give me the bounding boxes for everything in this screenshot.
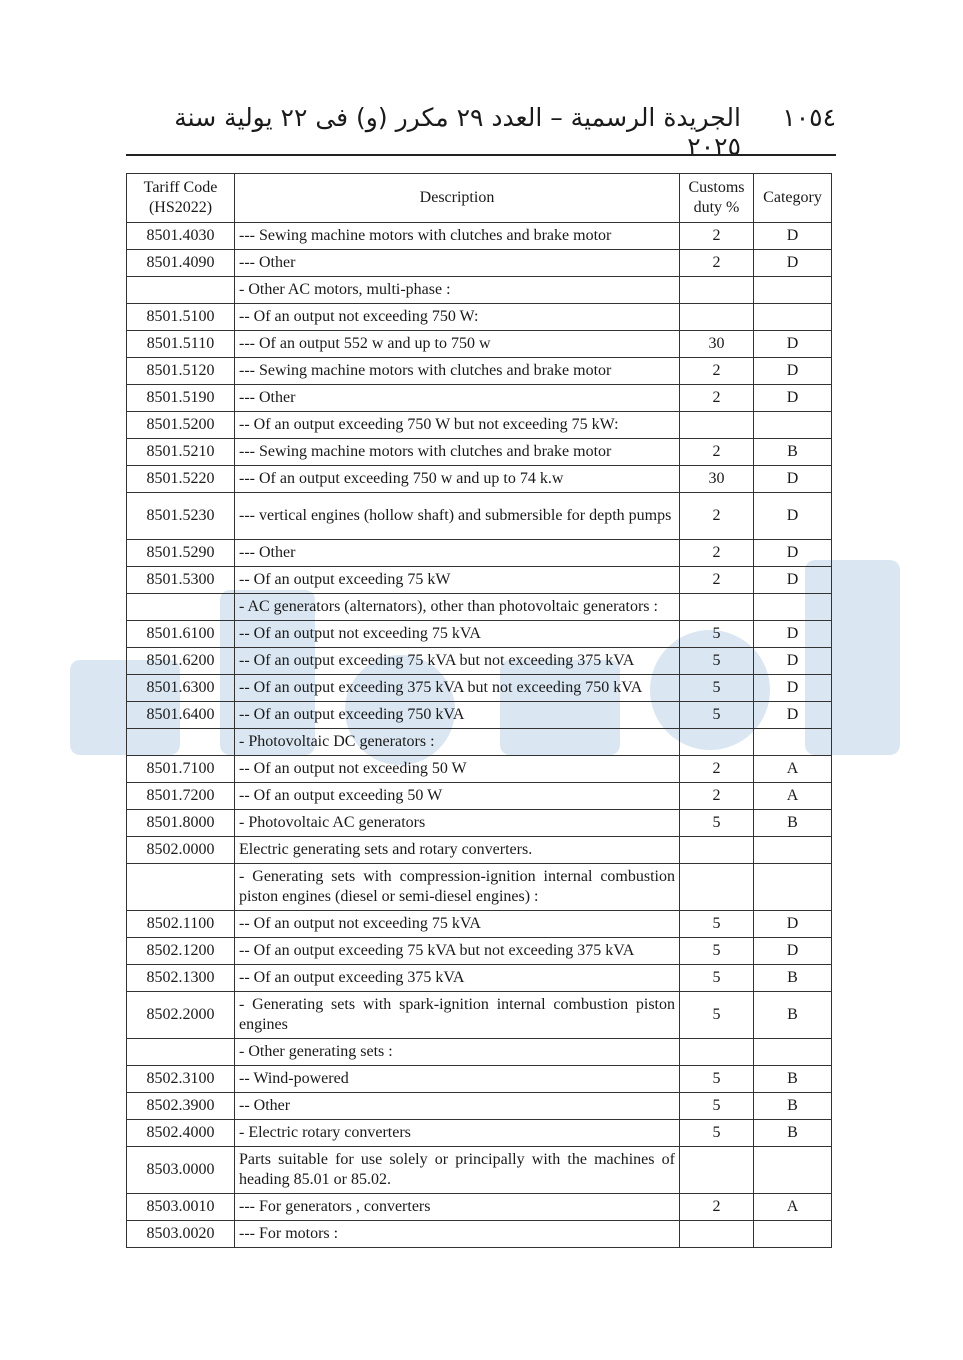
description-cell: -- Of an output exceeding 75 kW (235, 567, 680, 594)
description-cell: -- Of an output exceeding 75 kVA but not exceeding 375 kVA (235, 938, 680, 965)
description-cell: - Other AC motors, multi-phase : (235, 277, 680, 304)
customs-duty-cell: 5 (680, 938, 754, 965)
customs-duty-cell: 2 (680, 540, 754, 567)
description-cell: - Other generating sets : (235, 1039, 680, 1066)
category-cell (754, 277, 832, 304)
table-row (127, 965, 832, 992)
table-row (127, 466, 832, 493)
tariff-code-cell: 8501.5220 (127, 466, 235, 493)
page-number: ١٠٥٤ (782, 103, 836, 132)
description-cell: --- For generators , converters (235, 1194, 680, 1221)
table-row (127, 594, 832, 621)
table-row (127, 783, 832, 810)
table-row (127, 331, 832, 358)
tariff-code-cell: 8502.4000 (127, 1120, 235, 1147)
table-row (127, 250, 832, 277)
tariff-code-cell: 8502.1100 (127, 911, 235, 938)
description-cell: - AC generators (alternators), other than photovoltaic generators : (235, 594, 680, 621)
category-cell: B (754, 810, 832, 837)
description-cell: -- Of an output exceeding 750 W but not exceeding 75 kW: (235, 412, 680, 439)
description-cell: -- Wind-powered (235, 1066, 680, 1093)
tariff-code-cell: 8502.3900 (127, 1093, 235, 1120)
category-cell (754, 1039, 832, 1066)
customs-duty-cell: 5 (680, 810, 754, 837)
description-cell: -- Of an output exceeding 375 kVA but not exceeding 750 kVA (235, 675, 680, 702)
customs-duty-cell: 2 (680, 385, 754, 412)
tariff-code-cell: 8501.5190 (127, 385, 235, 412)
table-row (127, 277, 832, 304)
tariff-table (126, 173, 832, 1248)
description-cell: --- Other (235, 250, 680, 277)
tariff-code-cell: 8501.6200 (127, 648, 235, 675)
description-cell: - Generating sets with spark-ignition internal combustion piston engines (235, 992, 680, 1039)
customs-duty-cell (680, 729, 754, 756)
tariff-code-cell (127, 594, 235, 621)
table-row (127, 358, 832, 385)
tariff-code-cell: 8501.5230 (127, 493, 235, 540)
description-cell: -- Of an output exceeding 50 W (235, 783, 680, 810)
category-cell: D (754, 331, 832, 358)
tariff-code-cell: 8502.3100 (127, 1066, 235, 1093)
description-cell: -- Other (235, 1093, 680, 1120)
table-row (127, 729, 832, 756)
tariff-code-cell: 8501.4090 (127, 250, 235, 277)
table-row (127, 837, 832, 864)
description-cell: - Photovoltaic AC generators (235, 810, 680, 837)
description-cell: - Photovoltaic DC generators : (235, 729, 680, 756)
description-cell: -- Of an output exceeding 750 kVA (235, 702, 680, 729)
customs-duty-cell: 2 (680, 783, 754, 810)
category-cell (754, 412, 832, 439)
table-row (127, 1039, 832, 1066)
table-row (127, 864, 832, 911)
table-row (127, 911, 832, 938)
customs-duty-cell (680, 304, 754, 331)
description-cell: --- Sewing machine motors with clutches and brake motor (235, 223, 680, 250)
tariff-code-cell: 8501.7100 (127, 756, 235, 783)
description-cell: -- Of an output not exceeding 750 W: (235, 304, 680, 331)
category-cell: A (754, 1194, 832, 1221)
description-cell: -- Of an output exceeding 75 kVA but not exceeding 375 kVA (235, 648, 680, 675)
tariff-code-cell: 8501.5200 (127, 412, 235, 439)
page-header (126, 103, 836, 161)
category-cell: D (754, 250, 832, 277)
table-row (127, 493, 832, 540)
table-row (127, 412, 832, 439)
table-row (127, 648, 832, 675)
tariff-code-cell (127, 864, 235, 911)
customs-duty-cell (680, 1039, 754, 1066)
customs-duty-cell (680, 1221, 754, 1248)
customs-duty-cell: 5 (680, 675, 754, 702)
customs-duty-cell: 2 (680, 1194, 754, 1221)
customs-duty-cell: 5 (680, 1066, 754, 1093)
description-cell: -- Of an output not exceeding 75 kVA (235, 911, 680, 938)
tariff-table-body (127, 223, 832, 1248)
tariff-code-cell: 8501.7200 (127, 783, 235, 810)
customs-duty-cell: 5 (680, 992, 754, 1039)
category-cell: B (754, 1093, 832, 1120)
description-cell: --- Sewing machine motors with clutches and brake motor (235, 439, 680, 466)
tariff-code-cell: 8503.0020 (127, 1221, 235, 1248)
table-row (127, 621, 832, 648)
tariff-code-cell (127, 1039, 235, 1066)
table-row (127, 1147, 832, 1194)
category-cell: A (754, 756, 832, 783)
tariff-code-cell: 8501.5100 (127, 304, 235, 331)
tariff-code-cell: 8501.5300 (127, 567, 235, 594)
category-cell: D (754, 648, 832, 675)
tariff-code-cell: 8501.5110 (127, 331, 235, 358)
category-cell: A (754, 783, 832, 810)
tariff-code-cell: 8502.0000 (127, 837, 235, 864)
table-row (127, 223, 832, 250)
customs-duty-cell: 5 (680, 1120, 754, 1147)
tariff-code-cell (127, 729, 235, 756)
category-cell: D (754, 675, 832, 702)
tariff-code-cell: 8503.0010 (127, 1194, 235, 1221)
customs-duty-cell (680, 837, 754, 864)
header-divider (126, 154, 836, 156)
category-cell: D (754, 358, 832, 385)
table-row (127, 1120, 832, 1147)
description-cell: -- Of an output not exceeding 50 W (235, 756, 680, 783)
category-cell: B (754, 992, 832, 1039)
tariff-code-cell: 8501.5120 (127, 358, 235, 385)
customs-duty-cell (680, 594, 754, 621)
table-row (127, 1066, 832, 1093)
category-cell (754, 864, 832, 911)
category-cell (754, 594, 832, 621)
column-header-customs-duty: Customs duty % (680, 174, 754, 223)
category-cell (754, 837, 832, 864)
table-header-row (127, 174, 832, 223)
tariff-code-cell: 8501.5210 (127, 439, 235, 466)
tariff-code-cell (127, 277, 235, 304)
column-header-description: Description (235, 174, 680, 223)
tariff-code-cell: 8501.8000 (127, 810, 235, 837)
customs-duty-cell: 2 (680, 756, 754, 783)
category-cell (754, 1147, 832, 1194)
description-cell: -- Of an output not exceeding 75 kVA (235, 621, 680, 648)
customs-duty-cell: 30 (680, 331, 754, 358)
description-cell: --- For motors : (235, 1221, 680, 1248)
customs-duty-cell: 2 (680, 439, 754, 466)
table-row (127, 1093, 832, 1120)
gazette-title: الجريدة الرسمية – العدد ٢٩ مكرر (و) فى ٢٢ يولية سنة ٢٠٢٥ (174, 103, 741, 161)
description-cell: --- Other (235, 540, 680, 567)
category-cell: D (754, 540, 832, 567)
table-row (127, 810, 832, 837)
category-cell: D (754, 567, 832, 594)
description-cell: -- Of an output exceeding 375 kVA (235, 965, 680, 992)
column-header-category: Category (754, 174, 832, 223)
description-cell: --- vertical engines (hollow shaft) and submersible for depth pumps (235, 493, 680, 540)
description-cell: - Electric rotary converters (235, 1120, 680, 1147)
table-row (127, 1221, 832, 1248)
customs-duty-cell (680, 277, 754, 304)
table-row (127, 756, 832, 783)
category-cell: B (754, 1066, 832, 1093)
customs-duty-cell: 5 (680, 1093, 754, 1120)
category-cell: B (754, 965, 832, 992)
description-cell: --- Other (235, 385, 680, 412)
table-row (127, 938, 832, 965)
category-cell: B (754, 439, 832, 466)
tariff-code-cell: 8501.6300 (127, 675, 235, 702)
tariff-code-cell: 8503.0000 (127, 1147, 235, 1194)
customs-duty-cell: 5 (680, 621, 754, 648)
description-cell: --- Of an output 552 w and up to 750 w (235, 331, 680, 358)
customs-duty-cell (680, 412, 754, 439)
table-row (127, 439, 832, 466)
category-cell: B (754, 1120, 832, 1147)
tariff-code-cell: 8502.1200 (127, 938, 235, 965)
tariff-code-cell: 8501.5290 (127, 540, 235, 567)
customs-duty-cell: 2 (680, 223, 754, 250)
category-cell: D (754, 911, 832, 938)
tariff-code-cell: 8501.6400 (127, 702, 235, 729)
table-row (127, 992, 832, 1039)
tariff-code-cell: 8501.6100 (127, 621, 235, 648)
category-cell: D (754, 223, 832, 250)
customs-duty-cell: 2 (680, 493, 754, 540)
customs-duty-cell (680, 864, 754, 911)
tariff-code-cell: 8501.4030 (127, 223, 235, 250)
column-header-tariff-code: Tariff Code (HS2022) (127, 174, 235, 223)
category-cell: D (754, 621, 832, 648)
description-cell: - Generating sets with compression-ignition internal combustion piston engines (diesel or semi-diesel engines) : (235, 864, 680, 911)
table-row (127, 385, 832, 412)
description-cell: --- Sewing machine motors with clutches and brake motor (235, 358, 680, 385)
table-row (127, 675, 832, 702)
category-cell: D (754, 702, 832, 729)
category-cell (754, 729, 832, 756)
customs-duty-cell: 2 (680, 250, 754, 277)
customs-duty-cell: 5 (680, 648, 754, 675)
table-row (127, 567, 832, 594)
customs-duty-cell: 2 (680, 358, 754, 385)
table-row (127, 304, 832, 331)
customs-duty-cell: 5 (680, 911, 754, 938)
description-cell: Parts suitable for use solely or principally with the machines of heading 85.01 or 85.02. (235, 1147, 680, 1194)
table-row (127, 702, 832, 729)
category-cell: D (754, 385, 832, 412)
table-row (127, 1194, 832, 1221)
customs-duty-cell: 5 (680, 702, 754, 729)
category-cell (754, 1221, 832, 1248)
category-cell: D (754, 466, 832, 493)
tariff-code-cell: 8502.2000 (127, 992, 235, 1039)
description-cell: --- Of an output exceeding 750 w and up to 74 k.w (235, 466, 680, 493)
tariff-code-cell: 8502.1300 (127, 965, 235, 992)
customs-duty-cell: 30 (680, 466, 754, 493)
category-cell: D (754, 493, 832, 540)
category-cell (754, 304, 832, 331)
customs-duty-cell: 2 (680, 567, 754, 594)
table-row (127, 540, 832, 567)
description-cell: Electric generating sets and rotary converters. (235, 837, 680, 864)
category-cell: D (754, 938, 832, 965)
customs-duty-cell: 5 (680, 965, 754, 992)
customs-duty-cell (680, 1147, 754, 1194)
